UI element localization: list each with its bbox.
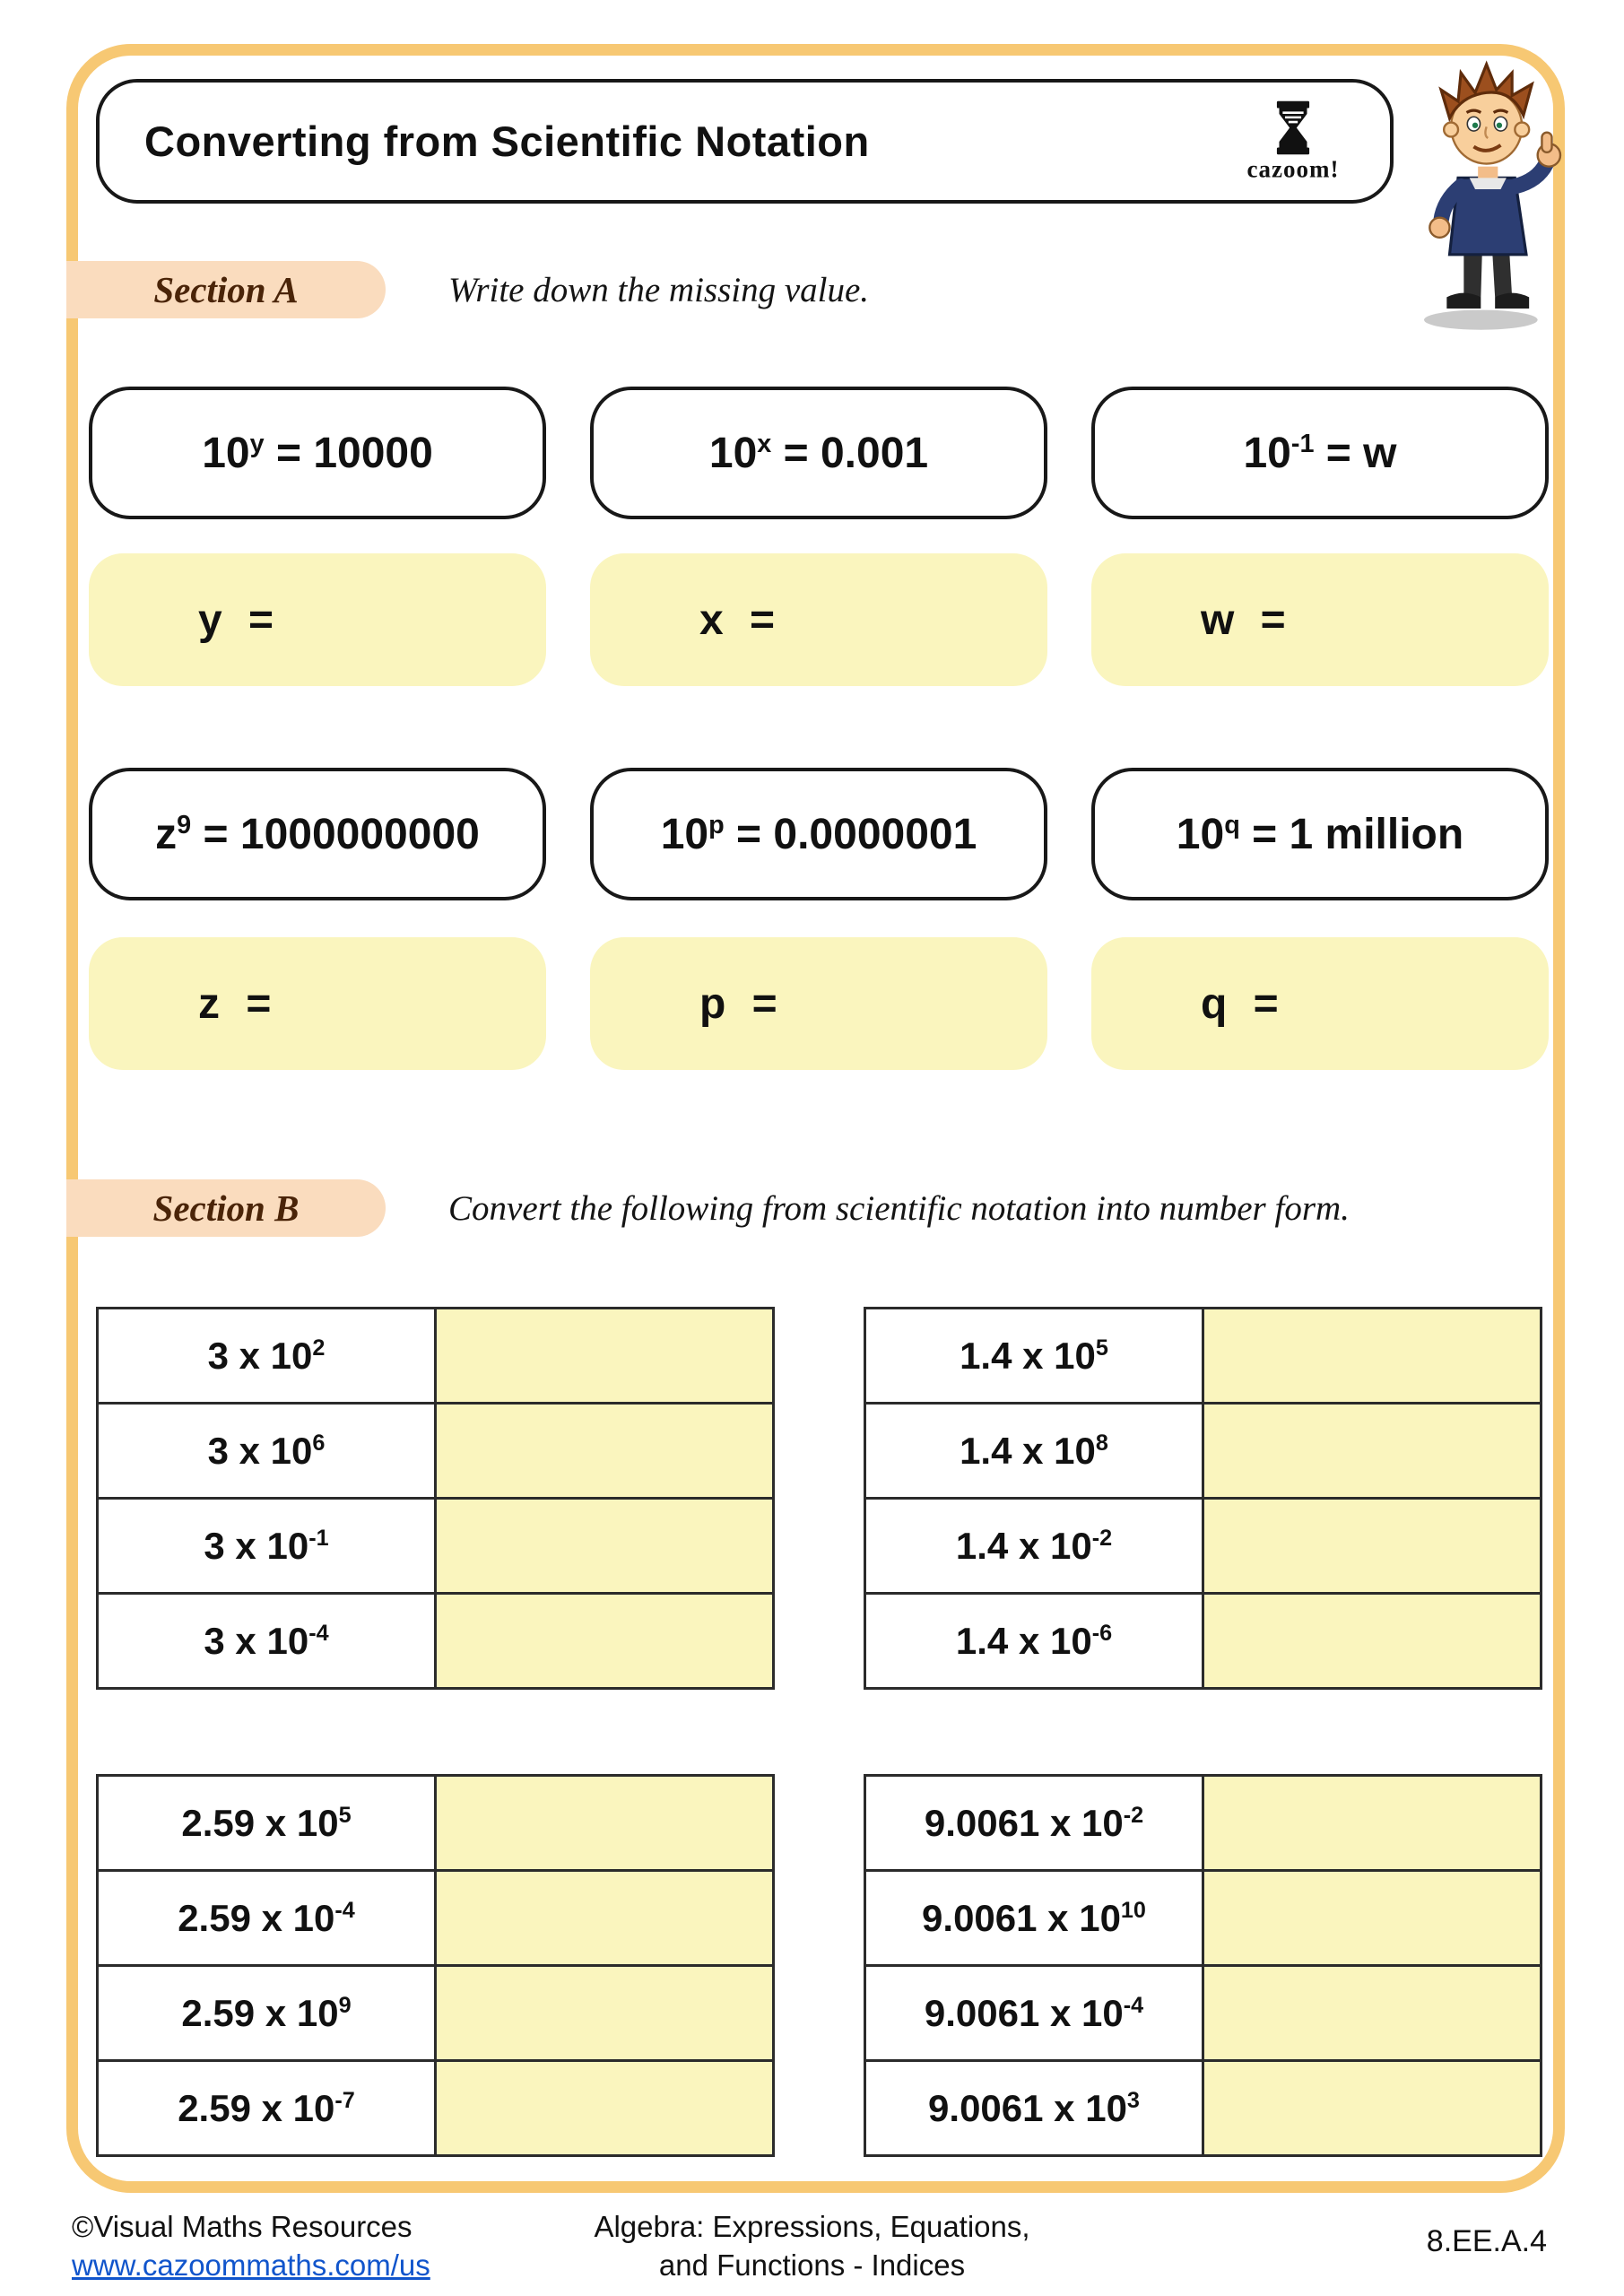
section-a-answer-row-2 <box>89 937 1549 1070</box>
answer-cell[interactable] <box>1202 1402 1542 1500</box>
table-row <box>96 1774 775 1872</box>
expression-cell: 1.4 x $10^5$ <box>864 1307 1204 1405</box>
answer-label: q = <box>1201 979 1279 1028</box>
cazoom-logo-text: cazoom! <box>1246 155 1340 182</box>
mascot-boy-illustration <box>1407 47 1577 332</box>
section-a-answer-row-1 <box>89 553 1549 686</box>
problem-card <box>590 387 1047 519</box>
section-b-instruction: Convert the following from scientific notation into number form. <box>448 1188 1350 1228</box>
table-row <box>96 1964 775 2062</box>
answer-box[interactable] <box>1091 553 1549 686</box>
problem-card <box>590 768 1047 900</box>
answer-label: y = <box>198 596 274 644</box>
section-b-header <box>66 1179 1350 1237</box>
conversion-table-4 <box>864 1774 1542 2157</box>
expression-cell: 3 x $10^2$ <box>96 1307 437 1405</box>
expression-cell: 1.4 x $10^{-2}$ <box>864 1497 1204 1595</box>
section-a-header <box>66 261 869 318</box>
problem-card <box>89 768 546 900</box>
table-row <box>864 1869 1542 1967</box>
footer-copyright: ©Visual Maths Resources <box>72 2210 413 2243</box>
worksheet-title-box <box>96 79 1394 204</box>
answer-box[interactable] <box>590 553 1047 686</box>
answer-label: x = <box>699 596 776 644</box>
answer-cell[interactable] <box>434 1497 775 1595</box>
section-a-instruction: Write down the missing value. <box>448 270 870 309</box>
conversion-table-3 <box>96 1774 775 2157</box>
section-a-problem-row-2 <box>89 768 1549 900</box>
problem-expression: $10^y = 10000$ <box>202 429 433 477</box>
section-b-label: Section B <box>66 1179 386 1237</box>
answer-label: z = <box>198 979 272 1028</box>
expression-cell: 3 x $10^6$ <box>96 1402 437 1500</box>
answer-box[interactable] <box>590 937 1047 1070</box>
section-a-problem-row-1 <box>89 387 1549 519</box>
table-row <box>96 1497 775 1595</box>
table-row <box>864 1774 1542 1872</box>
expression-cell: 1.4 x $10^{-6}$ <box>864 1592 1204 1690</box>
answer-box[interactable] <box>89 937 546 1070</box>
answer-cell[interactable] <box>434 1402 775 1500</box>
answer-cell[interactable] <box>434 1592 775 1690</box>
problem-expression: $10^{-1} = w$ <box>1243 429 1397 477</box>
answer-label: p = <box>699 979 777 1028</box>
table-row <box>864 1497 1542 1595</box>
expression-cell: 9.0061 x $10^{10}$ <box>864 1869 1204 1967</box>
expression-cell: 2.59 x $10^5$ <box>96 1774 437 1872</box>
conversion-table-2 <box>864 1307 1542 1690</box>
answer-cell[interactable] <box>1202 1774 1542 1872</box>
table-row <box>864 1307 1542 1405</box>
problem-expression: $10^q = 1$ million <box>1176 810 1464 858</box>
problem-expression: $z^9 = 1000000000$ <box>155 810 480 858</box>
expression-cell: 1.4 x $10^8$ <box>864 1402 1204 1500</box>
table-row <box>96 1869 775 1967</box>
table-row <box>96 2059 775 2157</box>
expression-cell: 9.0061 x $10^{-2}$ <box>864 1774 1204 1872</box>
table-row <box>864 1402 1542 1500</box>
answer-cell[interactable] <box>1202 1307 1542 1405</box>
table-row <box>864 1592 1542 1690</box>
table-row <box>96 1307 775 1405</box>
hourglass-icon <box>1267 100 1319 155</box>
footer-course-info: Algebra: Expressions, Equations, and Functions - Indices <box>594 2210 1030 2282</box>
expression-cell: 9.0061 x $10^3$ <box>864 2059 1204 2157</box>
answer-cell[interactable] <box>1202 1592 1542 1690</box>
answer-cell[interactable] <box>434 1869 775 1967</box>
expression-cell: 2.59 x $10^9$ <box>96 1964 437 2062</box>
answer-box[interactable] <box>89 553 546 686</box>
footer-link[interactable]: www.cazoommaths.com/us <box>72 2248 430 2282</box>
answer-cell[interactable] <box>1202 2059 1542 2157</box>
answer-cell[interactable] <box>1202 1964 1542 2062</box>
footer-standard-code: 8.EE.A.4 <box>1426 2224 1547 2258</box>
answer-cell[interactable] <box>1202 1869 1542 1967</box>
answer-box[interactable] <box>1091 937 1549 1070</box>
answer-cell[interactable] <box>434 1774 775 1872</box>
answer-cell[interactable] <box>434 2059 775 2157</box>
table-row <box>96 1592 775 1690</box>
table-row <box>864 2059 1542 2157</box>
table-row <box>96 1402 775 1500</box>
expression-cell: 9.0061 x $10^{-4}$ <box>864 1964 1204 2062</box>
page-title: Converting from Scientific Notation <box>144 117 870 165</box>
answer-cell[interactable] <box>434 1307 775 1405</box>
expression-cell: 2.59 x $10^{-7}$ <box>96 2059 437 2157</box>
answer-cell[interactable] <box>1202 1497 1542 1595</box>
section-a-label: Section A <box>66 261 386 318</box>
expression-cell: 2.59 x $10^{-4}$ <box>96 1869 437 1967</box>
problem-card <box>89 387 546 519</box>
answer-label: w = <box>1201 596 1286 644</box>
expression-cell: 3 x $10^{-1}$ <box>96 1497 437 1595</box>
cazoom-logo <box>1234 100 1352 183</box>
table-row <box>864 1964 1542 2062</box>
problem-expression: $10^x = 0.001$ <box>708 429 929 477</box>
problem-card <box>1091 768 1549 900</box>
problem-expression: $10^p = 0.0000001$ <box>660 810 977 858</box>
expression-cell: 3 x $10^{-4}$ <box>96 1592 437 1690</box>
answer-cell[interactable] <box>434 1964 775 2062</box>
problem-card <box>1091 387 1549 519</box>
conversion-table-1 <box>96 1307 775 1690</box>
